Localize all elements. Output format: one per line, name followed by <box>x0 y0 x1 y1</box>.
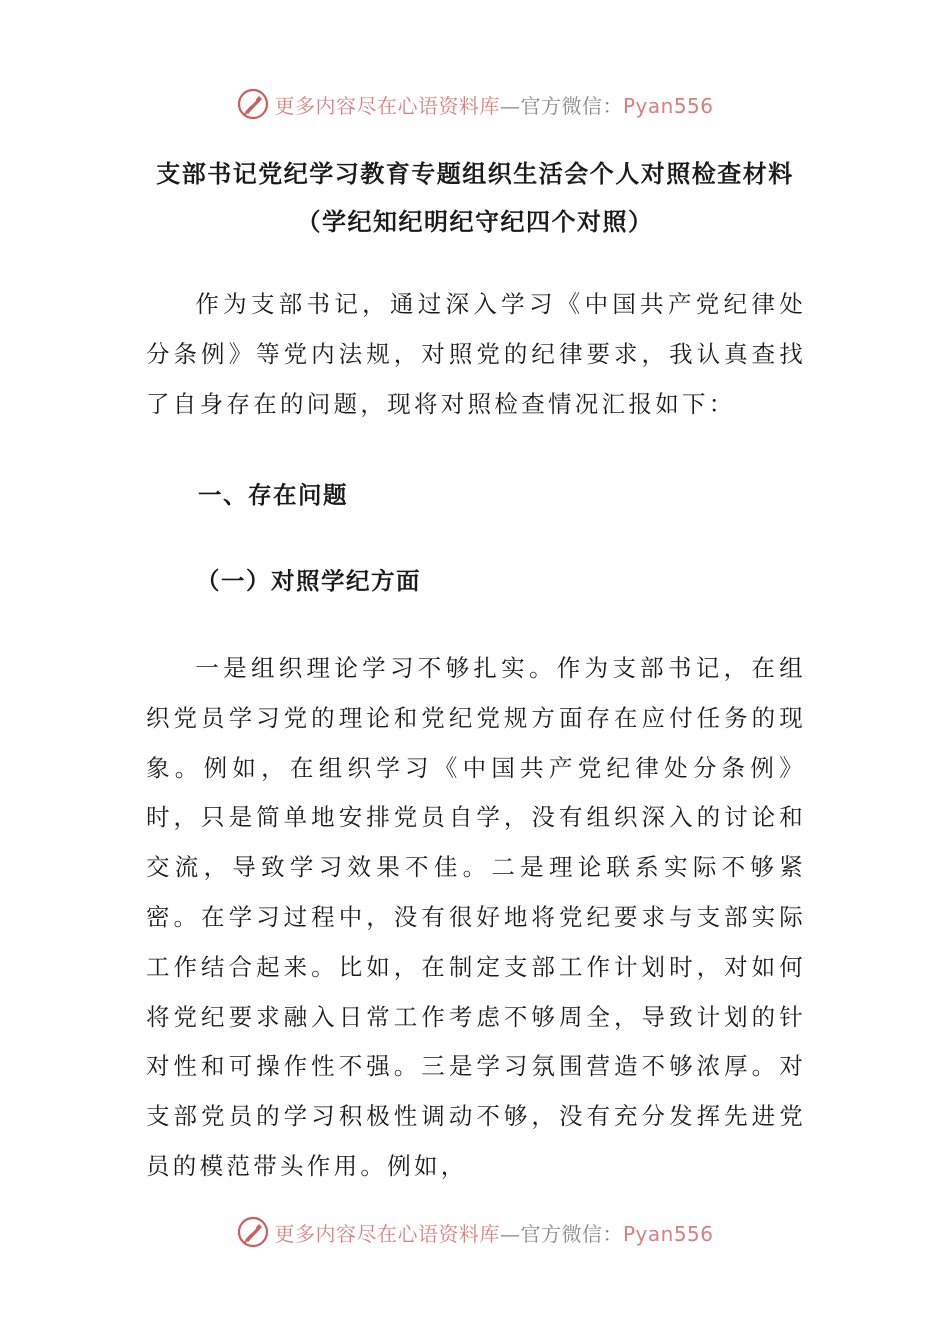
watermark-label: 官方微信： <box>520 1221 623 1246</box>
section-heading-problems: 一、存在问题 <box>198 481 348 509</box>
watermark-text <box>274 90 713 119</box>
watermark-dash: — <box>499 1221 521 1246</box>
header-watermark <box>0 84 950 124</box>
body-paragraph: 一是组织理论学习不够扎实。作为支部书记，在组织党员学习党的理论和党纪党规方面存在应付任务的现象。例如，在组织学习《中国共产党纪律处分条例》时，只是简单地安排党员自学，没有组织深入的讨论和交流，导致学习效果不佳。二是理论联系实际不够紧密。在学习过程中，没有很好地将党纪要求与支部实际工作结合起来。比如，在制定支部工作计划时，对如何将党纪要求融入日常工作考虑不够周全，导致计划的针对性和可操作性不强。三是学习氛围营造不够浓厚。对支部党员的学习积极性调动不够，没有充分发挥先进党员的模范带头作用。例如， <box>146 654 806 1180</box>
watermark-dash: — <box>499 93 521 118</box>
subsection-heading-learning: （一）对照学纪方面 <box>196 567 421 595</box>
quill-pen-logo-icon <box>236 1215 270 1249</box>
watermark-main-text: 更多内容尽在心语资料库 <box>274 93 500 118</box>
document-title: 支部书记党纪学习教育专题组织生活会个人对照检查材料 <box>156 159 794 188</box>
watermark-text <box>274 1218 713 1247</box>
intro-paragraph: 作为支部书记，通过深入学习《中国共产党纪律处分条例》等党内法规，对照党的纪律要求，我认真查找了自身存在的问题，现将对照检查情况汇报如下： <box>146 290 806 418</box>
watermark-id: Pyan556 <box>622 1221 714 1246</box>
watermark-label: 官方微信： <box>520 93 623 118</box>
watermark-main-text: 更多内容尽在心语资料库 <box>274 1221 500 1246</box>
quill-pen-logo-icon <box>236 87 270 121</box>
watermark-id: Pyan556 <box>622 93 714 118</box>
document-subtitle: （学纪知纪明纪守纪四个对照） <box>296 207 654 236</box>
footer-watermark <box>0 1212 950 1252</box>
